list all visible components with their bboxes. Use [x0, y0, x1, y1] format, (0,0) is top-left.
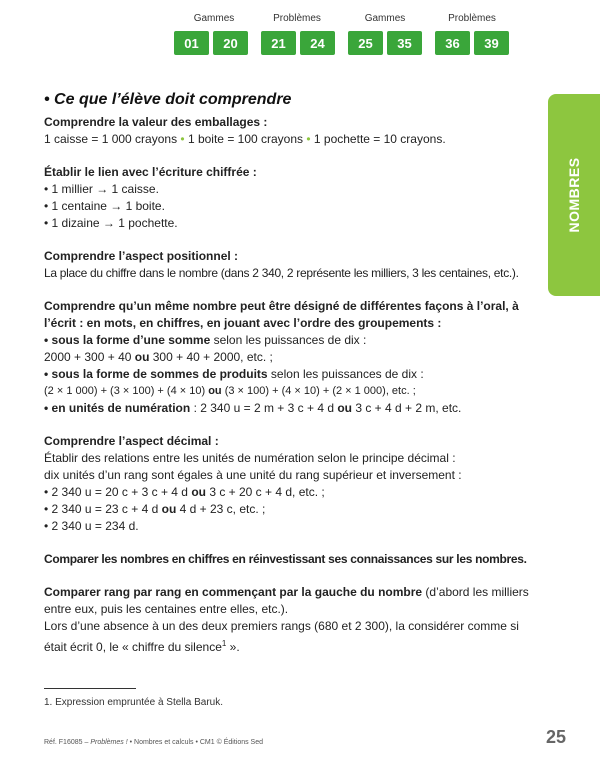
- s4-bullet-3: • en unités de numération : 2 340 u = 2 m + 3 c + 4 d ou 3 c + 4 d + 2 m, etc.: [44, 401, 462, 415]
- header-label-problemes-2: Problèmes: [448, 13, 496, 24]
- s4-example-2: (2 × 1 000) + (3 × 100) + (4 × 10) ou (3 × 100) + (4 × 10) + (2 × 1 000), etc. ;: [44, 385, 416, 397]
- s2-item: • 1 dizaine → 1 pochette.: [44, 216, 178, 230]
- header-label-gammes-1: Gammes: [193, 13, 235, 24]
- header-label-gammes-2: Gammes: [364, 13, 406, 24]
- footnote: 1. Expression empruntée à Stella Baruk.: [44, 697, 223, 708]
- s2-title: Établir le lien avec l’écriture chiffrée :: [44, 165, 257, 179]
- range-badge-start: 36: [435, 31, 470, 55]
- s5-example: • 2 340 u = 234 d.: [44, 519, 139, 533]
- s2-item: • 1 millier → 1 caisse.: [44, 182, 159, 196]
- s2-item: • 1 centaine → 1 boite.: [44, 199, 165, 213]
- header-label-problemes-1: Problèmes: [273, 13, 321, 24]
- s4-example-1: 2000 + 300 + 40 ou 300 + 40 + 2000, etc. ;: [44, 350, 273, 364]
- s6-title: Comparer les nombres en chiffres en réinvestissant ses connaissances sur les nombres.: [44, 552, 527, 566]
- s5-line: Établir des relations entre les unités de numération selon le principe décimal :: [44, 451, 456, 465]
- s5-title: Comprendre l’aspect décimal :: [44, 434, 219, 448]
- s7-text-2: Lors d’une absence à un des deux premiers rangs (680 et 2 300), la considérer comme si était écrit 0, le « chiffre du silence$^1$ ».: [44, 619, 519, 654]
- s7-text: Comparer rang par rang en commençant par la gauche du nombre (d’abord les milliers entre eux, puis les centaines entre elles, etc.).: [44, 585, 529, 616]
- s5-example: • 2 340 u = 23 c + 4 d ou 4 d + 23 c, etc. ;: [44, 502, 266, 516]
- s4-bullet-2: • sous la forme de sommes de produits selon les puissances de dix :: [44, 367, 424, 381]
- side-tab-label: NOMBRES: [566, 157, 582, 233]
- footnote-rule: [44, 688, 136, 689]
- s3-title: Comprendre l’aspect positionnel :: [44, 249, 239, 263]
- s3-text: La place du chiffre dans le nombre (dans 2 340, 2 représente les milliers, 3 les centaines, etc.).: [44, 266, 519, 280]
- s5-line: dix unités d’un rang sont égales à une unité du rang supérieur et inversement :: [44, 468, 462, 482]
- range-badge-end: 39: [474, 31, 509, 55]
- range-badge-end: 35: [387, 31, 422, 55]
- range-badge-end: 24: [300, 31, 335, 55]
- section-title: • Ce que l’élève doit comprendre: [44, 91, 292, 108]
- s1-title: Comprendre la valeur des emballages :: [44, 115, 268, 129]
- s5-example: • 2 340 u = 20 c + 3 c + 4 d ou 3 c + 20 c + 4 d, etc. ;: [44, 485, 325, 499]
- s4-bullet-1: • sous la forme d’une somme selon les puissances de dix :: [44, 333, 367, 347]
- s4-title: Comprendre qu’un même nombre peut être désigné de différentes façons à l’oral, à l’écrit : en mots, en chiffres, en jouant avec l’ordre des groupements :: [44, 299, 519, 330]
- page-number: 25: [546, 727, 567, 747]
- footer-reference: Réf. F16085 – Problèmes ! • Nombres et calculs • CM1 © Éditions Sed: [44, 739, 264, 746]
- range-badge-start: 25: [348, 31, 383, 55]
- range-badge-end: 20: [213, 31, 248, 55]
- main-content: [44, 114, 536, 656]
- s1-text: 1 caisse = 1 000 crayons • 1 boite = 100 crayons • 1 pochette = 10 crayons.: [44, 132, 446, 146]
- range-badge-start: 01: [174, 31, 209, 55]
- range-badge-start: 21: [261, 31, 296, 55]
